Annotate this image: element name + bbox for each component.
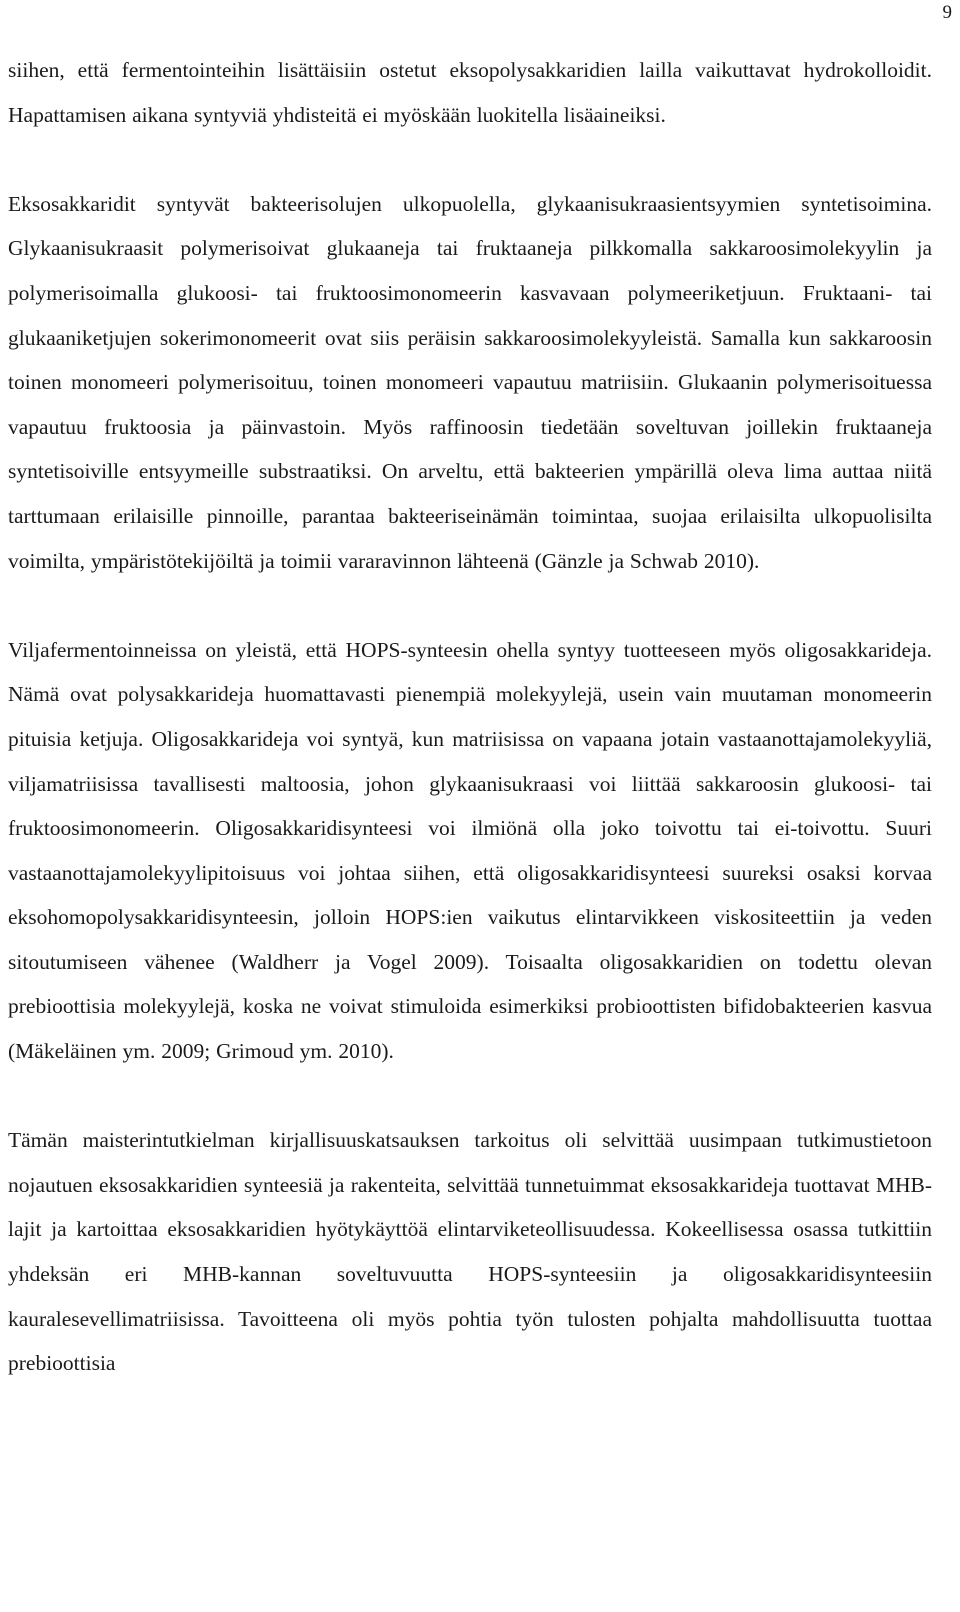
page-number: 9 [942,2,952,23]
paragraph-oligosaccharides: Viljafermentoinneissa on yleistä, että HOPS-synteesin ohella syntyy tuotteeseen myös oligosakkarideja. Nämä ovat polysakkarideja huomattavasti pienempiä molekyylejä, usein vain muutaman monomeerin pituisia ketjuja. Oligosakkarideja voi syntyä, kun matriisissa on vapaana jotain vastaanottajamolekyyliä, viljamatriisissa tavallisesti maltoosia, johon glykaanisukraasi voi liittää sakkaroosin glukoosi- tai fruktoosimonomeerin. Oligosakkaridisynteesi voi ilmiönä olla joko toivottu tai ei-toivottu. Suuri vastaanottajamolekyylipitoisuus voi johtaa siihen, että oligosakkaridisynteesi suureksi osaksi korvaa eksohomopolysakkaridisynteesin, jolloin HOPS:ien vaikutus elintarvikkeen viskositeettiin ja veden sitoutumiseen vähenee (Waldherr ja Vogel 2009). Toisaalta oligosakkaridien on todettu olevan prebioottisia molekyylejä, koska ne voivat stimuloida esimerkiksi probioottisten bifidobakteerien kasvua (Mäkeläinen ym. 2009; Grimoud ym. 2010). [8,637,932,1064]
document-body [8,48,932,1386]
paragraph-hydrocolloids: siihen, että fermentointeihin lisättäisiin ostetut eksopolysakkaridien lailla vaikuttavat hydrokolloidit. Hapattamisen aikana syntyviä yhdisteitä ei myöskään luokitella lisäaineiksi. [8,58,932,127]
paragraph-gap [8,1074,932,1119]
paragraph-gap [8,583,932,628]
paragraph-thesis-aim: Tämän maisterintutkielman kirjallisuuskatsauksen tarkoitus oli selvittää uusimpaan tutkimustietoon nojautuen eksosakkaridien synteesiä ja rakenteita, selvittää tunnetuimmat eksosakkarideja tuottavat MHB-lajit ja kartoittaa eksosakkaridien hyötykäyttöä elintarviketeollisuudessa. Kokeellisessa osassa tutkittiin yhdeksän eri MHB-kannan soveltuvuutta HOPS-synteesiin ja oligosakkaridisynteesiin kauralesevellimatriisissa. Tavoitteena oli myös pohtia työn tulosten pohjalta mahdollisuutta tuottaa prebioottisia [8,1128,932,1376]
paragraph-exosaccharide-synthesis: Eksosakkaridit syntyvät bakteerisolujen ulkopuolella, glykaanisukraasientsyymien syntetisoimina. Glykaanisukraasit polymerisoivat glukaaneja tai fruktaaneja pilkkomalla sakkaroosimolekyylin ja polymerisoimalla glukoosi- tai fruktoosimonomeerin kasvavaan polymeeriketjuun. Fruktaani- tai glukaaniketjujen sokerimonomeerit ovat siis peräisin sakkaroosimolekyyleistä. Samalla kun sakkaroosin toinen monomeeri polymerisoituu, toinen monomeeri vapautuu matriisiin. Glukaanin polymerisoituessa vapautuu fruktoosia ja päinvastoin. Myös raffinoosin tiedetään soveltuvan joillekin fruktaaneja syntetisoiville entsyymeille substraatiksi. On arveltu, että bakteerien ympärillä oleva lima auttaa niitä tarttumaan erilaisille pinnoille, parantaa bakteeriseinämän toimintaa, suojaa erilaisilta ulkopuolisilta voimilta, ympäristötekijöiltä ja toimii vararavinnon lähteenä (Gänzle ja Schwab 2010). [8,191,932,573]
paragraph-gap [8,137,932,182]
